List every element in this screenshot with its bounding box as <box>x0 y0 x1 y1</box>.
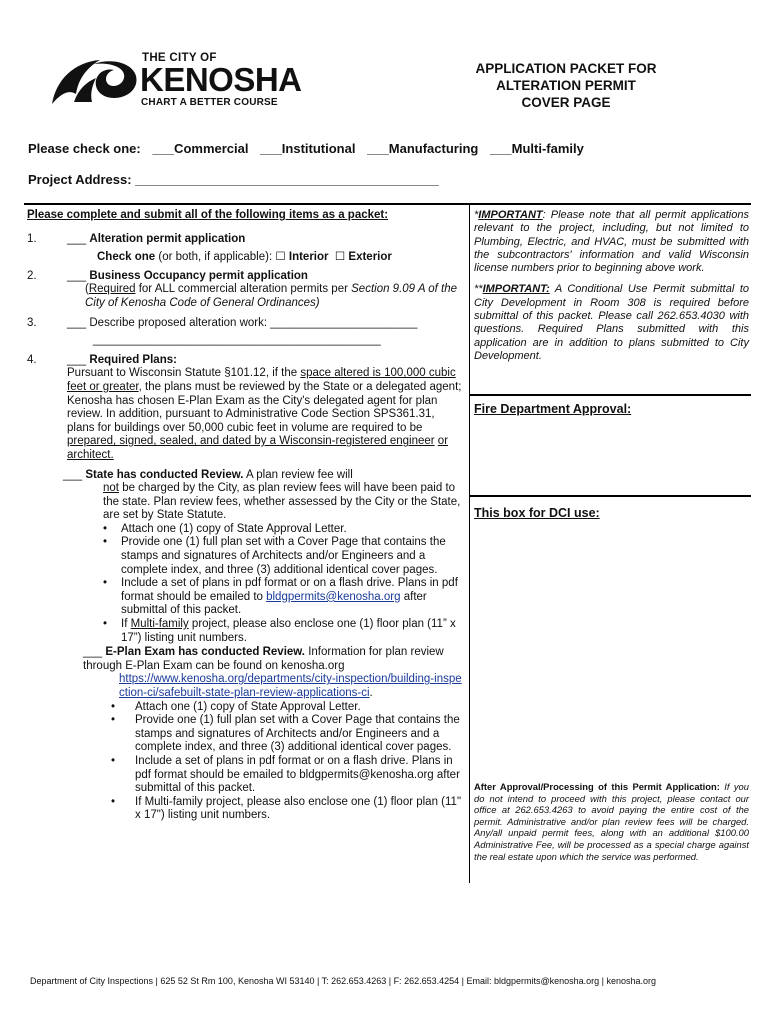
eplan-review-text: Information for plan review through E-Plan Exam can be found on kenosha.org <box>83 646 444 672</box>
bullet-text: If Multi-family project, please also enclose one (1) floor plan (11" x 17") listing unit numbers. <box>135 795 462 822</box>
after-approval-text: If you do not intend to proceed with this project, please contact our office at 262.653.4263 to avoid paying the entire cost of the permit. Administrative and/or plan review fees will be charged. Any/all unpaid permit fees, along with an additional $100.00 Administrative Fee, will be processed as a special charge against the real estate upon which the service was performed. <box>474 781 749 862</box>
item-title: Business Occupancy permit application <box>89 269 308 282</box>
state-review-text-2: be charged by the City, as plan review fees will have been paid to the state. Plan review fees, whether assessed by the City or the State, are set by State Statute. <box>103 482 461 522</box>
eplan-review-option <box>27 646 465 673</box>
cover-title <box>440 60 692 111</box>
note-text: for ALL commercial alteration permits per <box>135 283 352 296</box>
exterior-checkbox[interactable]: ☐ <box>334 251 346 264</box>
checklist-header: Please complete and submit all of the following items as a packet: <box>27 209 389 221</box>
bullet-icon: • <box>103 577 108 590</box>
state-bullet-2 <box>27 536 465 577</box>
logo-tagline: CHART A BETTER COURSE <box>141 97 278 108</box>
important-note-2 <box>474 283 749 363</box>
exterior-label: Exterior <box>348 251 392 264</box>
multifamily-underlined: Multi-family <box>130 618 189 631</box>
important-text: : Please note that all permit applications relevant to the project, including, but not limited to Plumbing, Electric, and HVAC, must be submitted with the subcontractors' information and valid Wisconsin license numbers prior to beginning above work. <box>474 209 749 275</box>
logo-text-main: KENOSHA <box>140 61 302 98</box>
check-interior-exterior <box>27 251 465 265</box>
bullet-text: If <box>121 618 131 631</box>
project-address-field[interactable]: Project Address: __________________________________________ <box>28 172 439 187</box>
bullet-text: Include a set of plans in pdf format or on a flash drive. Plans in pdf format should be emailed to <box>121 577 458 603</box>
item-number: 1. <box>27 232 37 245</box>
interior-label: Interior <box>288 251 329 264</box>
checklist-item-3 <box>27 317 465 331</box>
kenosha-wave-icon <box>48 54 140 106</box>
bullet-text: Provide one (1) full plan set with a Cover Page that contains the stamps and signatures of Architects and/or Engineers and a complete index, and three (3) additional identical cover pages. <box>121 536 446 576</box>
required-plans-text <box>27 367 465 462</box>
eplan-link-line <box>27 673 465 700</box>
important-note-1 <box>474 209 749 275</box>
item-number: 2. <box>27 269 37 282</box>
logo-text-top: THE CITY OF <box>142 52 217 64</box>
bullet-text-end: after submittal of this packet. <box>121 590 427 617</box>
bullet-text-end: project, please also enclose one (1) floor plan (11” x 17”) listing unit numbers. <box>121 618 456 644</box>
alteration-work-field[interactable]: ___ Describe proposed alteration work: _______________________ <box>67 316 418 329</box>
eplan-bullet-2 <box>27 714 465 755</box>
after-approval-note <box>474 781 749 862</box>
state-bullet-4 <box>27 618 465 645</box>
bullet-icon: • <box>111 754 116 767</box>
project-type-line <box>28 141 592 156</box>
notes-column <box>474 209 749 520</box>
note-star: ** <box>474 283 483 296</box>
option-commercial[interactable]: ___Commercial <box>152 141 249 156</box>
state-review-text <box>27 482 465 523</box>
cover-title-line3: COVER PAGE <box>521 95 611 110</box>
bullet-icon: • <box>111 714 116 727</box>
after-approval-label: After Approval/Processing of this Permit Application: <box>474 781 720 792</box>
eplan-review-blank[interactable]: ___ <box>83 646 103 659</box>
item-title: Alteration permit application <box>89 232 246 245</box>
eplan-link[interactable]: https://www.kenosha.org/departments/city-inspection/building-inspection-ci/safebuilt-state-plan-review-applications-ci <box>119 673 462 699</box>
check-one-label: Check one <box>97 251 156 264</box>
state-review-blank[interactable]: ___ <box>63 468 83 481</box>
item-blank[interactable]: ___ <box>67 232 87 245</box>
state-bullet-1 <box>27 523 465 537</box>
alteration-work-field-line2[interactable]: _____________________________________________ <box>93 334 381 347</box>
checklist-item-2 <box>27 270 465 284</box>
table-top-rule <box>24 203 751 205</box>
bullet-icon: • <box>103 536 108 549</box>
important-label: IMPORTANT <box>478 209 543 221</box>
item-blank[interactable]: ___ <box>67 353 87 366</box>
email-link[interactable]: bldgpermits@kenosha.org <box>266 590 401 603</box>
option-multifamily[interactable]: ___Multi-family <box>489 141 584 156</box>
interior-checkbox[interactable]: ☐ <box>275 251 286 264</box>
plans-text-underlined: space altered is 100,000 cubic feet or greater <box>67 367 456 393</box>
bullet-text: Provide one (1) full plan set with a Cover Page that contains the stamps and signatures of Architects and/or Engineers and a complete index, and three (3) additional identical cover pages. <box>135 714 460 754</box>
item-number: 4. <box>27 353 37 366</box>
cover-title-line1: APPLICATION PACKET FOR <box>475 61 657 76</box>
bullet-icon: • <box>103 618 108 631</box>
fire-department-approval-box[interactable]: Fire Department Approval: <box>474 402 632 416</box>
city-logo <box>48 52 302 112</box>
dci-use-box[interactable]: This box for DCI use: <box>474 506 600 520</box>
item-number: 3. <box>27 316 37 329</box>
project-type-label: Please check one: <box>28 141 141 156</box>
link-end: . <box>369 687 373 699</box>
plans-text-1: Pursuant to Wisconsin Statute §101.12, if the <box>67 367 301 380</box>
bullet-text: Attach one (1) copy of State Approval Letter. <box>121 522 347 535</box>
bullet-text: Attach one (1) copy of State Approval Letter. <box>135 700 361 713</box>
state-review-text-1: A plan review fee will <box>243 468 353 481</box>
eplan-bullet-1 <box>27 701 465 715</box>
eplan-review-title: E-Plan Exam has conducted Review. <box>105 646 306 659</box>
note-star: * <box>474 209 479 221</box>
eplan-bullet-3 <box>27 755 465 796</box>
important-label: IMPORTANT: <box>482 283 550 296</box>
option-institutional[interactable]: ___Institutional <box>260 141 356 156</box>
plans-text-2: , the plans must be reviewed by the State or a delegated agent; Kenosha has chosen E-Plan Exam as the City's delegated agent for plan review. In addition, pursuant to Administrative Code Section SPS361.31, plans for buildings over 50,000 cubic feet in volume are required to be <box>67 380 462 434</box>
bullet-icon: • <box>111 795 116 808</box>
note-paren: ( <box>85 283 89 296</box>
page-footer: Department of City Inspections | 625 52 St Rm 100, Kenosha WI 53140 | T: 262.653.4263 | F: 262.653.4254 | Email: bldgpermits@kenosha.org | kenosha.org <box>30 976 657 986</box>
cover-title-line2: ALTERATION PERMIT <box>496 78 636 93</box>
check-one-rest: (or both, if applicable): <box>155 251 273 264</box>
option-manufacturing[interactable]: ___Manufacturing <box>367 141 479 156</box>
state-bullet-3 <box>27 577 465 618</box>
bullet-icon: • <box>111 700 116 713</box>
item-2-note <box>27 283 465 310</box>
checklist-item-4 <box>27 354 465 368</box>
state-review-title: State has conducted Review. <box>85 468 244 481</box>
plans-text-underlined-3: or architect. <box>67 435 449 461</box>
checklist-column <box>27 209 465 823</box>
checklist-item-1 <box>27 233 465 247</box>
state-not-underlined: not <box>103 482 119 495</box>
item-title: Required Plans: <box>89 353 177 366</box>
right-rule-1 <box>469 394 751 396</box>
state-review-option <box>27 469 465 483</box>
item-blank[interactable]: ___ <box>67 269 87 282</box>
plans-text-underlined-2: prepared, signed, sealed, and dated by a Wisconsin-registered engineer <box>67 435 435 448</box>
note-required: Required <box>88 283 136 296</box>
important-text: A Conditional Use Permit submittal to City Development in Room 308 is required before submittal of this packet. Please call 262.653.4030 with questions. Required Plans submitted with this application are in addition to plans submitted to City Development. <box>474 283 749 362</box>
right-rule-2 <box>469 495 751 497</box>
bullet-text: Include a set of plans in pdf format or on a flash drive. Plans in pdf format should be emailed to bldgpermits@kenosha.org after submittal of this packet. <box>135 754 460 795</box>
note-section: Section 9.09 A of the City of Kenosha Code of General Ordinances) <box>85 283 458 309</box>
bullet-icon: • <box>103 522 108 535</box>
eplan-bullet-4 <box>27 796 465 823</box>
column-divider <box>469 203 470 883</box>
